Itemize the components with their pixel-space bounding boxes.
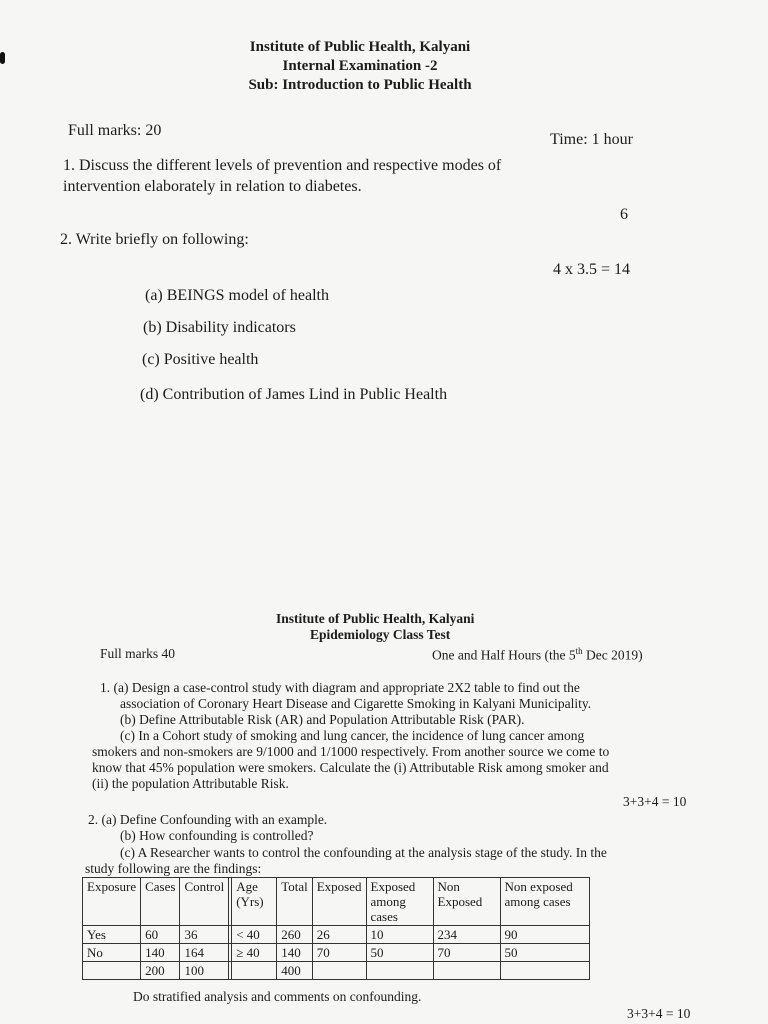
t2-header-total: Total — [277, 878, 313, 926]
t1-cell: 200 — [141, 962, 180, 980]
table-row — [83, 926, 590, 944]
table-row — [83, 944, 590, 962]
t2-cell: 70 — [433, 944, 500, 962]
t2-header-exposed: Exposed — [312, 878, 366, 926]
exam2-q1-marks: 3+3+4 = 10 — [623, 794, 687, 809]
t2-cell — [232, 962, 277, 980]
exam2-instruction: Do stratified analysis and comments on confounding. — [133, 989, 422, 1004]
t2-cell: 140 — [277, 944, 313, 962]
exam2-duration — [432, 643, 643, 664]
t1-cell: No — [83, 944, 141, 962]
exam2-q1-line5: smokers and non-smokers are 9/1000 and 1/1000 respectively. From another source we come to — [92, 744, 610, 759]
exam1-q1-line2: intervention elaborately in relation to diabetes. — [63, 178, 362, 195]
t2-cell: ≥ 40 — [232, 944, 277, 962]
exam1-time: Time: 1 hour — [550, 131, 633, 148]
t1-cell: 60 — [141, 926, 180, 944]
t2-header-non-exposed-among-cases: Non exposed among cases — [500, 878, 589, 926]
exam2-q2-line4: study following are the findings: — [85, 861, 262, 876]
t2-cell — [433, 962, 500, 980]
t2-cell: 70 — [312, 944, 366, 962]
t1-cell: 164 — [180, 944, 229, 962]
exam2-q2-line2: (b) How confounding is controlled? — [120, 828, 314, 843]
t2-header-age: Age (Yrs) — [232, 878, 277, 926]
t2-cell: 26 — [312, 926, 366, 944]
table-header-row — [83, 878, 590, 926]
exam1-q2-marks: 4 x 3.5 = 14 — [553, 261, 631, 278]
t2-cell: 50 — [500, 944, 589, 962]
exam1-exam-title: Internal Examination -2 — [282, 58, 438, 74]
t2-cell — [366, 962, 433, 980]
exam2-q1-line6: know that 45% population were smokers. Calculate the (i) Attributable Risk among smoker and — [92, 760, 609, 775]
t1-cell: 36 — [180, 926, 229, 944]
table-row — [83, 962, 590, 980]
exam2-q2-marks: 3+3+4 = 10 — [627, 1006, 691, 1021]
exam1-q1-marks: 6 — [620, 206, 628, 223]
exam1-full-marks: Full marks: 20 — [68, 122, 162, 139]
exam2-full-marks: Full marks 40 — [100, 646, 176, 661]
exam1-item-a: (a) BEINGS model of health — [145, 287, 329, 304]
t1-header-cases: Cases — [141, 878, 180, 926]
t2-cell: 260 — [277, 926, 313, 944]
findings-table — [82, 877, 590, 980]
t2-cell: 10 — [366, 926, 433, 944]
exam2-q1-line1: 1. (a) Design a case-control study with diagram and appropriate 2X2 table to find out the — [100, 680, 580, 695]
t1-header-control: Control — [180, 878, 229, 926]
t2-cell: 50 — [366, 944, 433, 962]
exam1-institute: Institute of Public Health, Kalyani — [249, 39, 471, 55]
exam2-institute: Institute of Public Health, Kalyani — [276, 611, 475, 626]
t2-header-non-exposed: Non Exposed — [433, 878, 500, 926]
t1-cell: 100 — [180, 962, 229, 980]
exam1-item-d: (d) Contribution of James Lind in Public Health — [140, 386, 448, 403]
exam2-title: Epidemiology Class Test — [310, 627, 451, 642]
exam1-subject: Sub: Introduction to Public Health — [248, 77, 472, 93]
exam1-item-b: (b) Disability indicators — [143, 319, 296, 336]
t1-cell: Yes — [83, 926, 141, 944]
t1-cell — [83, 962, 141, 980]
t2-cell: < 40 — [232, 926, 277, 944]
exam2-duration-suffix: Dec 2019) — [582, 647, 643, 663]
exam2-q1-line4: (c) In a Cohort study of smoking and lung cancer, the incidence of lung cancer among — [120, 728, 585, 743]
t1-cell: 140 — [141, 944, 180, 962]
exam1-item-c: (c) Positive health — [142, 351, 259, 368]
exam2-q2-line3: (c) A Researcher wants to control the confounding at the analysis stage of the study. In the — [120, 845, 607, 860]
exam1-q1-line1: 1. Discuss the different levels of prevention and respective modes of — [63, 157, 502, 174]
exam2-q1-line3: (b) Define Attributable Risk (AR) and Population Attributable Risk (PAR). — [120, 712, 525, 727]
exam2-q1-line7: (ii) the population Attributable Risk. — [92, 776, 289, 791]
exam2-duration-prefix: One and Half Hours (the 5 — [432, 647, 576, 663]
exam2-q1-line2: association of Coronary Heart Disease and Cigarette Smoking in Kalyani Municipality. — [120, 696, 592, 711]
exam2-q2-line1: 2. (a) Define Confounding with an example. — [88, 812, 328, 827]
t2-cell: 400 — [277, 962, 313, 980]
t1-header-exposure: Exposure — [83, 878, 141, 926]
exam2-duration-sup: th — [575, 646, 583, 656]
t2-cell: 234 — [433, 926, 500, 944]
t2-cell: 90 — [500, 926, 589, 944]
t2-header-exposed-among-cases: Exposed among cases — [366, 878, 433, 926]
t2-cell — [500, 962, 589, 980]
t2-cell — [312, 962, 366, 980]
exam1-q2: 2. Write briefly on following: — [60, 231, 249, 248]
